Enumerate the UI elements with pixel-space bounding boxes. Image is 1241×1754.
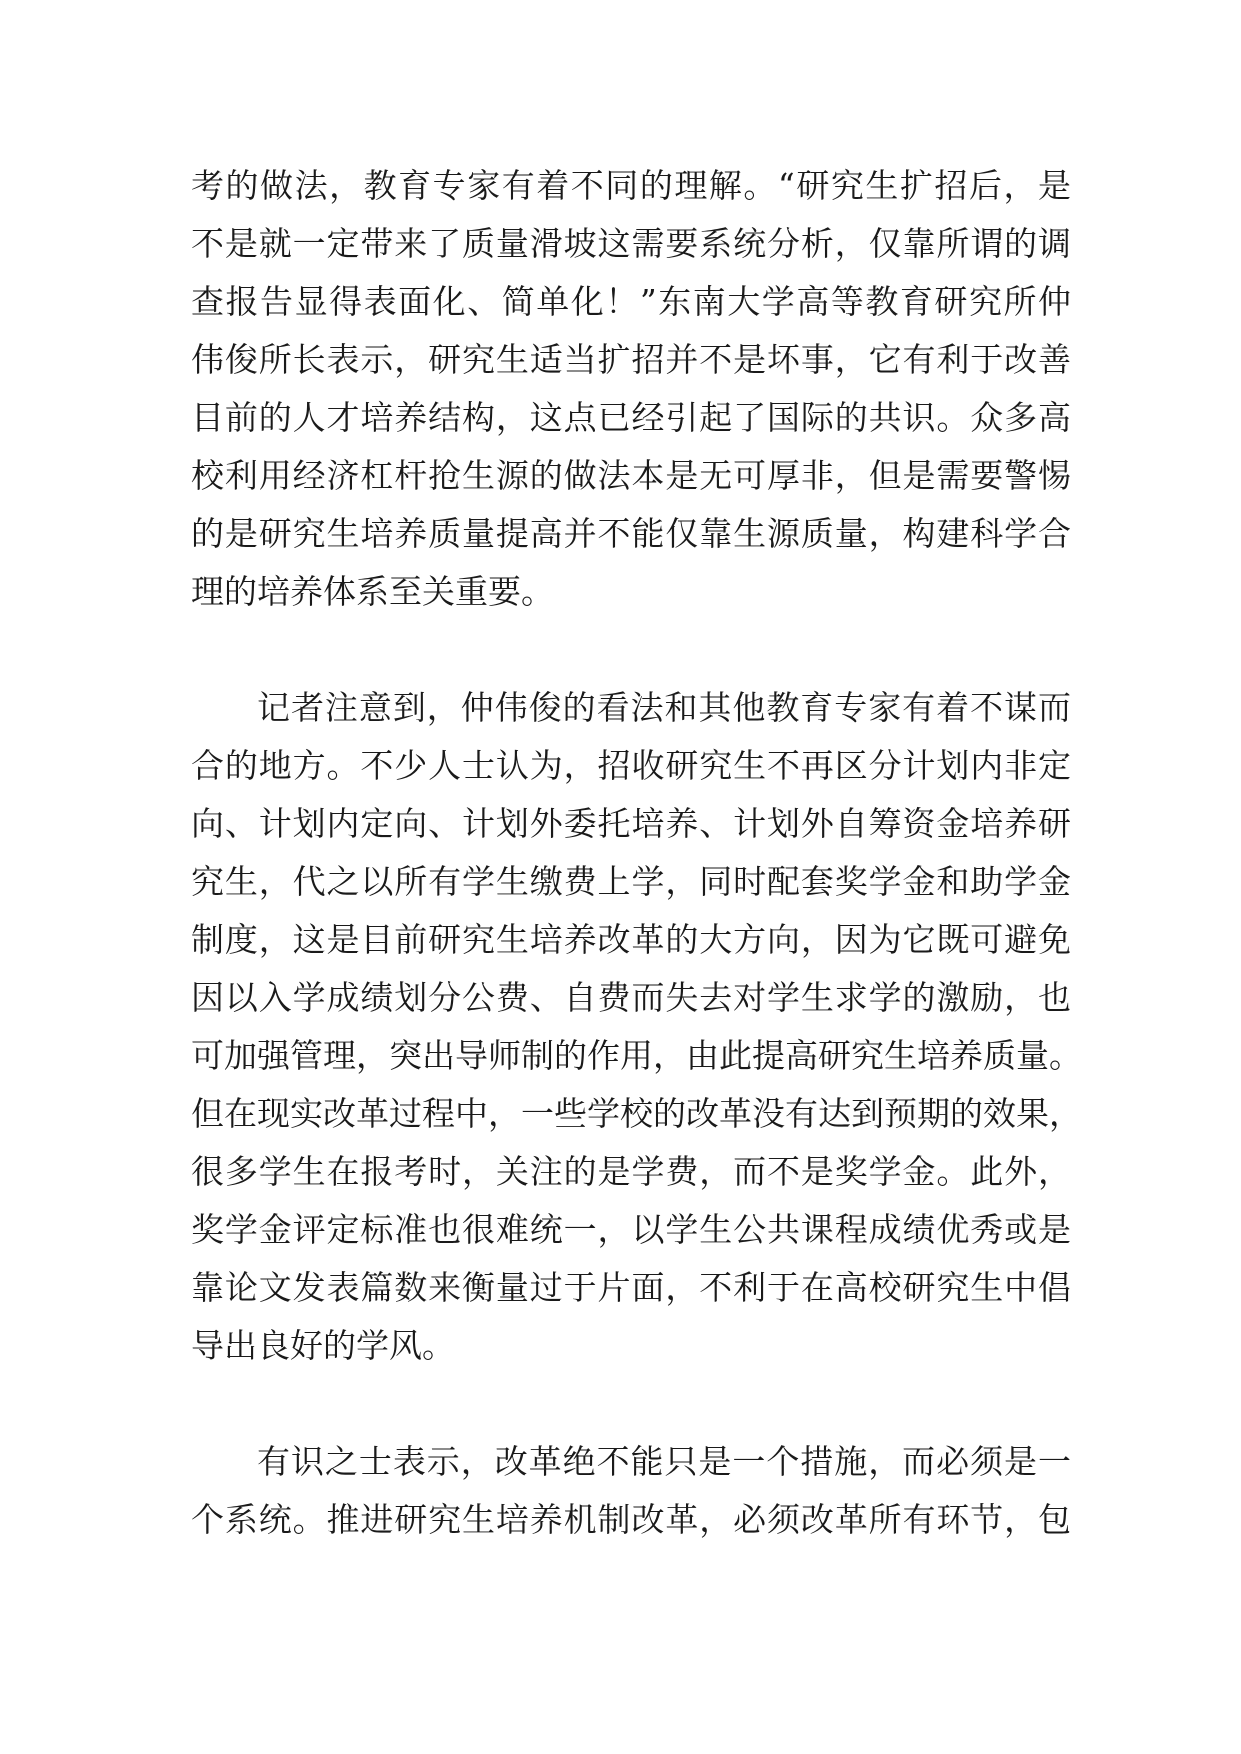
article-body	[191, 157, 1082, 1549]
text-line: 很多学生在报考时，关注的是学费，而不是奖学金。此外，	[191, 1152, 1071, 1191]
text-line: 但在现实改革过程中，一些学校的改革没有达到预期的效果，	[191, 1094, 1082, 1133]
text-line: 合的地方。不少人士认为，招收研究生不再区分计划内非定	[191, 746, 1071, 785]
text-line: 个系统。推进研究生培养机制改革，必须改革所有环节，包	[191, 1500, 1071, 1539]
text-line: 记者注意到，仲伟俊的看法和其他教育专家有着不谋而	[257, 688, 1071, 727]
text-line: 不是就一定带来了质量滑坡这需要系统分析，仅靠所谓的调	[191, 224, 1071, 263]
text-line: 制度，这是目前研究生培养改革的大方向，因为它既可避免	[191, 920, 1071, 959]
paragraph-2	[191, 679, 1082, 1375]
paragraph-spacer	[191, 621, 1071, 679]
text-line: 有识之士表示，改革绝不能只是一个措施，而必须是一	[257, 1442, 1071, 1481]
text-line: 因以入学成绩划分公费、自费而失去对学生求学的激励，也	[191, 978, 1071, 1017]
text-line: 奖学金评定标准也很难统一，以学生公共课程成绩优秀或是	[191, 1210, 1071, 1249]
paragraph-3	[191, 1433, 1071, 1549]
text-line: 导出良好的学风。	[191, 1326, 455, 1365]
paragraph-1	[191, 157, 1071, 621]
paragraph-spacer	[191, 1375, 1071, 1433]
text-line: 理的培养体系至关重要。	[191, 572, 554, 611]
text-line: 靠论文发表篇数来衡量过于片面，不利于在高校研究生中倡	[191, 1268, 1071, 1307]
text-line: 的是研究生培养质量提高并不能仅靠生源质量，构建科学合	[191, 514, 1071, 553]
text-line: 究生，代之以所有学生缴费上学，同时配套奖学金和助学金	[191, 862, 1071, 901]
text-line: 查报告显得表面化、简单化！”东南大学高等教育研究所仲	[191, 282, 1071, 321]
text-line: 考的做法，教育专家有着不同的理解。“研究生扩招后，是	[191, 166, 1071, 205]
text-line: 向、计划内定向、计划外委托培养、计划外自筹资金培养研	[191, 804, 1071, 843]
text-line: 目前的人才培养结构，这点已经引起了国际的共识。众多高	[191, 398, 1071, 437]
text-line: 可加强管理，突出导师制的作用，由此提高研究生培养质量。	[191, 1036, 1082, 1075]
text-line: 校利用经济杠杆抢生源的做法本是无可厚非，但是需要警惕	[191, 456, 1071, 495]
text-line: 伟俊所长表示，研究生适当扩招并不是坏事，它有利于改善	[191, 340, 1071, 379]
